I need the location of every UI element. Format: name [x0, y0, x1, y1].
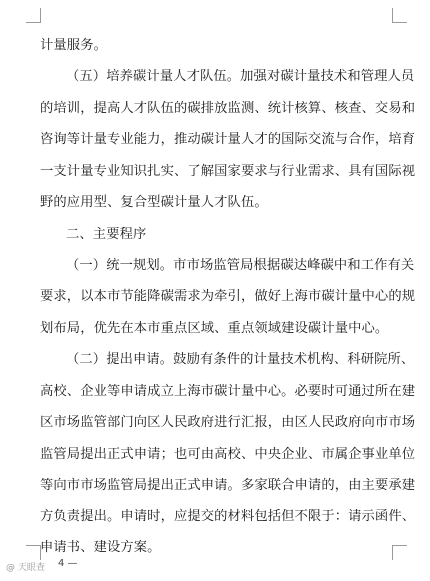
text-line: 野的应用型、复合型碳计量人才队伍。 [40, 195, 268, 210]
text-line: 要求，以本市节能降碳需求为牵引，做好上海市碳计量中心的规 [40, 289, 416, 304]
crop-mark-top-right [392, 8, 407, 23]
text-line: 监管局提出正式申请；也可由高校、中央企业、市属企事业单位 [40, 447, 416, 462]
text-line: 的培训，提高人才队伍的碳排放监测、统计核算、核查、交易和 [40, 101, 416, 116]
text-line: 咨询等计量专业能力，推动碳计量人才的国际交流与合作，培育 [40, 132, 416, 147]
text-line: （五）培养碳计量人才队伍。加强对碳计量技术和管理人员 [66, 69, 415, 84]
text-line: 计量服务。 [40, 38, 107, 53]
section-heading: 二、主要程序 [66, 227, 147, 242]
text-line: 一支计量专业知识扎实、了解国家要求与行业需求、具有国际视 [40, 164, 416, 179]
text-line: 划布局，优先在本市重点区域、重点领域建设碳计量中心。 [40, 321, 389, 336]
watermark: @ 天眼查 [6, 563, 45, 573]
text-line: 区市场监管部门向区人民政府进行汇报，由区人民政府向市市场 [40, 415, 416, 430]
text-line: 高校、企业等申请成立上海市碳计量中心。必要时可通过所在建 [40, 384, 416, 399]
text-line: （二）提出申请。鼓励有条件的计量技术机构、科研院所、 [66, 352, 415, 367]
crop-mark-top-left [26, 8, 41, 23]
text-line: 方负责提出。申请时，应提交的材料包括但不限于：请示函件、 [40, 509, 416, 524]
crop-mark-bottom-left [26, 545, 41, 560]
text-line: 申请书、建设方案。 [40, 540, 161, 555]
text-line: （一）统一规划。市市场监管局根据碳达峰碳中和工作有关 [66, 258, 415, 273]
page-number: 4 — [58, 558, 78, 569]
text-line: 等向市市场监管局提出正式申请。多家联合申请的，由主要承建 [40, 478, 416, 493]
